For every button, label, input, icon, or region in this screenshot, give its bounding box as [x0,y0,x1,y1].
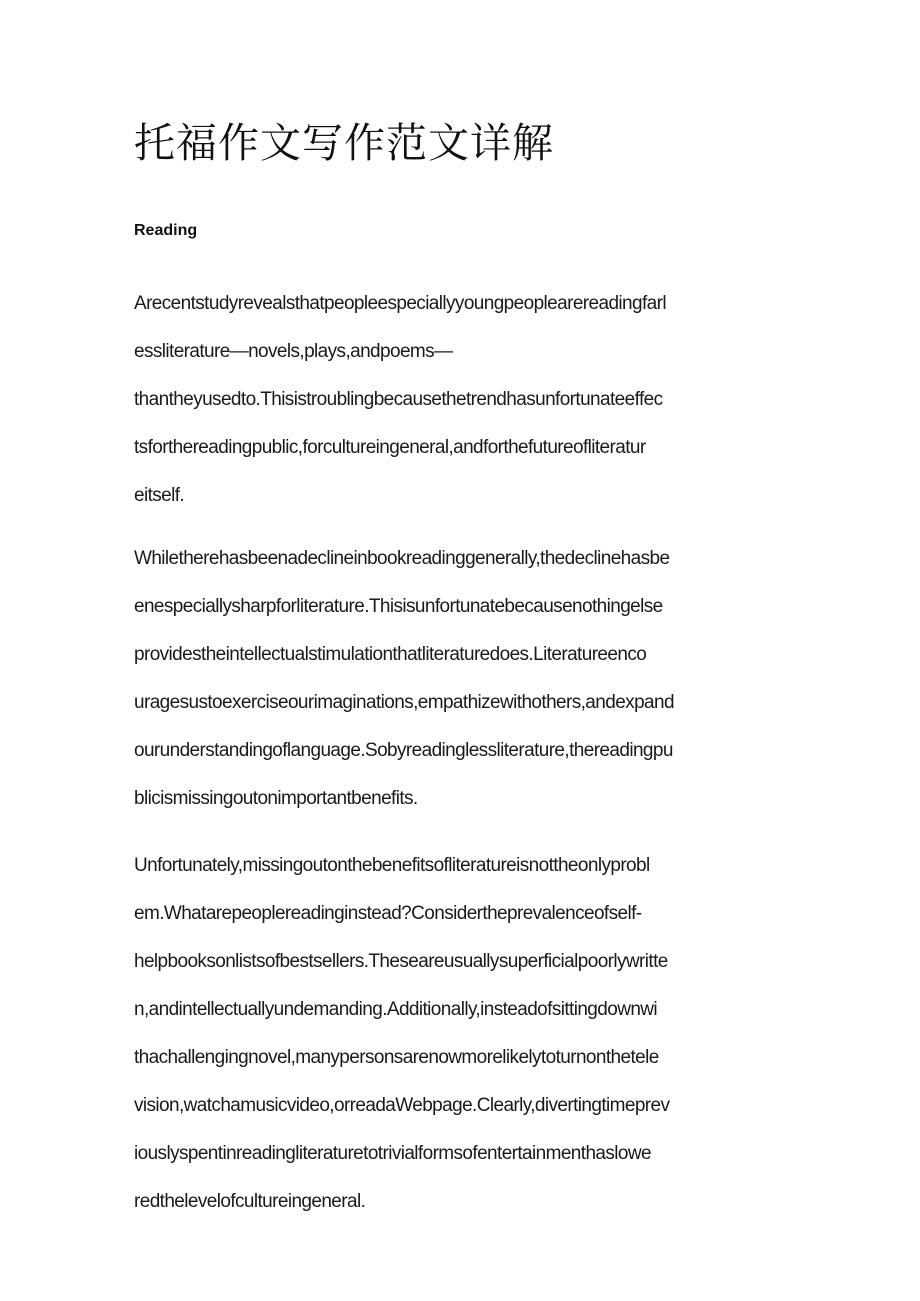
paragraph-1 [134,280,790,520]
text-line: thantheyusedto.Thisistroublingbecausethetrendhasunfortunateeffec [134,389,663,410]
text-line: essliterature—novels,plays,andpoems— [134,341,453,362]
text-line: providestheintellectualstimulationthatliteraturedoes.Literatureenco [134,644,647,665]
text-line: helpbooksonlistsofbestsellers.Theseareusuallysuperficialpoorlywritte [134,951,668,972]
text-line: ourunderstandingoflanguage.Sobyreadinglessliterature,thereadingpu [134,740,673,761]
text-line: blicismissingoutonimportantbenefits. [134,788,418,809]
text-line: uragesustoexerciseourimaginations,empathizewithothers,andexpand [134,692,674,713]
text-line: eitself. [134,485,185,506]
text-line: Arecentstudyrevealsthatpeopleespeciallyyoungpeoplearereadingfarl [134,293,666,314]
section-heading: Reading [134,222,198,239]
text-line: em.Whatarepeoplereadinginstead?Considertheprevalenceofself- [134,903,642,924]
text-line: n,andintellectuallyundemanding.Additionally,insteadofsittingdownwi [134,999,658,1020]
text-line: iouslyspentinreadingliteraturetotrivialformsofentertainmenthaslowe [134,1143,651,1164]
text-line: thachallengingnovel,manypersonsarenowmorelikelytoturnonthetele [134,1047,659,1068]
text-line: tsforthereadingpublic,forcultureingeneral,andforthefutureofliteratur [134,437,646,458]
text-line: enespeciallysharpforliterature.Thisisunfortunatebecausenothingelse [134,596,663,617]
text-line: vision,watchamusicvideo,orreadaWebpage.Clearly,divertingtimeprev [134,1095,670,1116]
paragraph-2 [134,535,790,823]
text-line: redthelevelofcultureingeneral. [134,1191,366,1212]
text-line: Whiletherehasbeenadeclineinbookreadinggenerally,thedeclinehasbe [134,548,670,569]
paragraph-3 [134,842,790,1226]
document-title: 托福作文写作范文详解 [134,119,554,167]
text-line: Unfortunately,missingoutonthebenefitsofliteratureisnottheonlyprobl [134,855,650,876]
